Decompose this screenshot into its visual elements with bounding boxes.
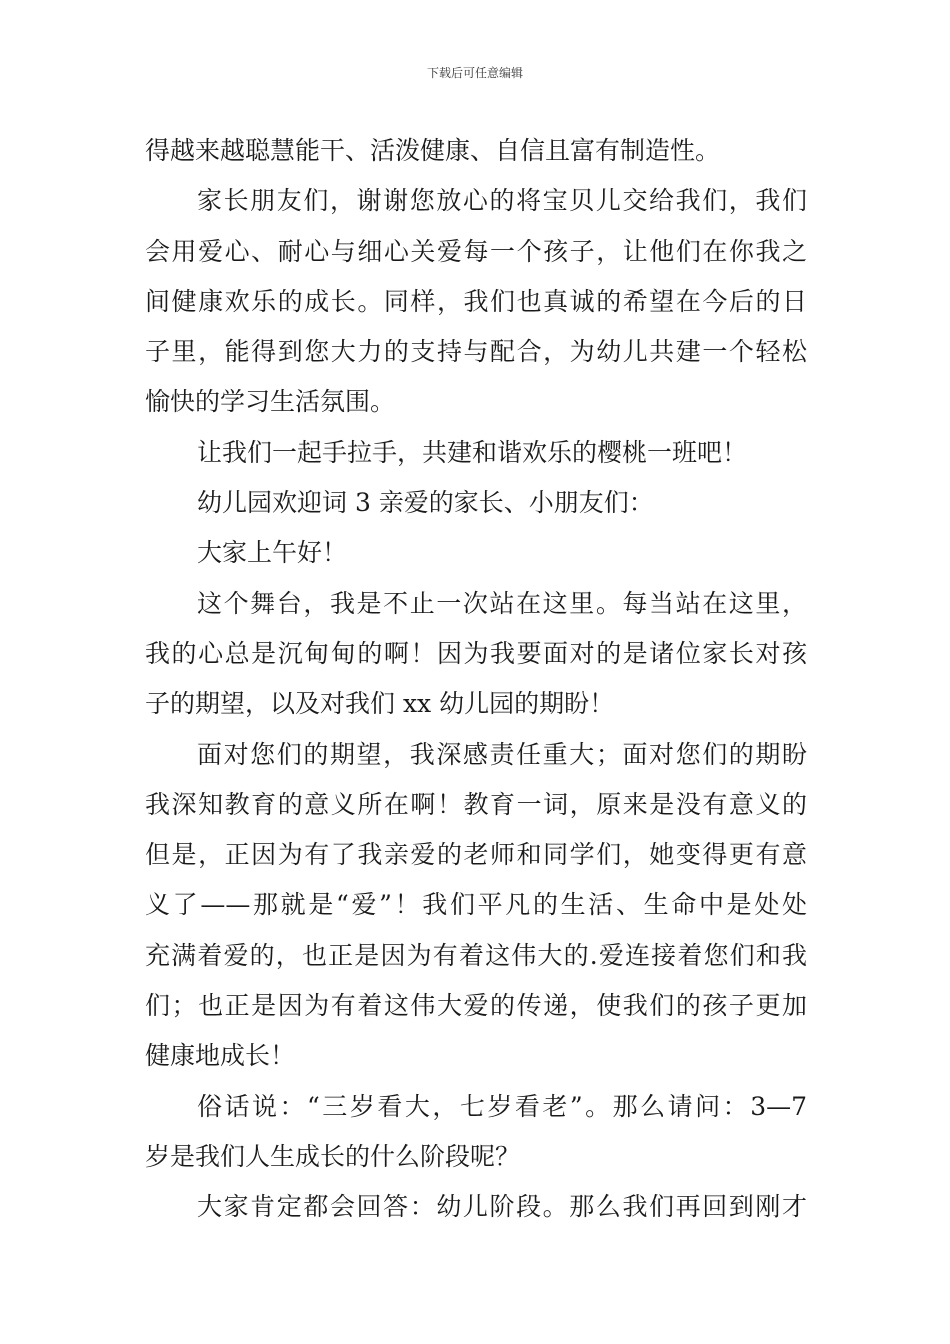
text-line: 愉快的学习生活氛围。	[145, 387, 396, 417]
text-line: 大家肯定都会回答：幼儿阶段。那么我们再回到刚才	[197, 1192, 807, 1222]
text-line: 我深知教育的意义所在啊！教育一词，原来是没有意义的	[145, 789, 807, 819]
text-line: 岁是我们人生成长的什么阶段呢？	[145, 1141, 521, 1171]
text-line: 让我们一起手拉手，共建和谐欢乐的樱桃一班吧！	[197, 437, 748, 467]
text-line: 面对您们的期望，我深感责任重大；面对您们的期盼	[197, 739, 807, 769]
text-line: 俗话说：“三岁看大，七岁看老”。那么请问：3—7	[197, 1091, 807, 1121]
page-header: 下载后可任意编辑	[426, 66, 523, 80]
text-line: 子里，能得到您大力的支持与配合，为幼儿共建一个轻松	[145, 337, 807, 367]
text-line: 充满着爱的，也正是因为有着这伟大的.爱连接着您们和我	[145, 940, 807, 970]
text-line: 这个舞台，我是不止一次站在这里。每当站在这里，	[197, 588, 807, 618]
text-line: 们；也正是因为有着这伟大爱的传递，使我们的孩子更加	[145, 991, 807, 1021]
text-line: 间健康欢乐的成长。同样，我们也真诚的希望在今后的日	[145, 286, 807, 316]
text-line: 大家上午好！	[197, 538, 348, 568]
text-line: 但是，正因为有了我亲爱的老师和同学们，她变得更有意	[145, 840, 807, 870]
text-line: 子的期望，以及对我们 xx 幼儿园的期盼！	[145, 689, 615, 719]
text-line: 幼儿园欢迎词 3 亲爱的家长、小朋友们：	[197, 488, 654, 518]
text-line: 家长朋友们，谢谢您放心的将宝贝儿交给我们，我们	[197, 186, 807, 216]
text-line: 会用爱心、耐心与细心关爱每一个孩子，让他们在你我之	[145, 236, 807, 266]
text-line: 我的心总是沉甸甸的啊！因为我要面对的是诸位家长对孩	[145, 638, 807, 668]
text-line: 得越来越聪慧能干、活泼健康、自信且富有制造性。	[145, 136, 721, 165]
document-body	[145, 129, 807, 1236]
text-line: 义了——那就是“爱”！我们平凡的生活、生命中是处处	[145, 890, 807, 920]
text-line: 健康地成长！	[145, 1041, 296, 1071]
